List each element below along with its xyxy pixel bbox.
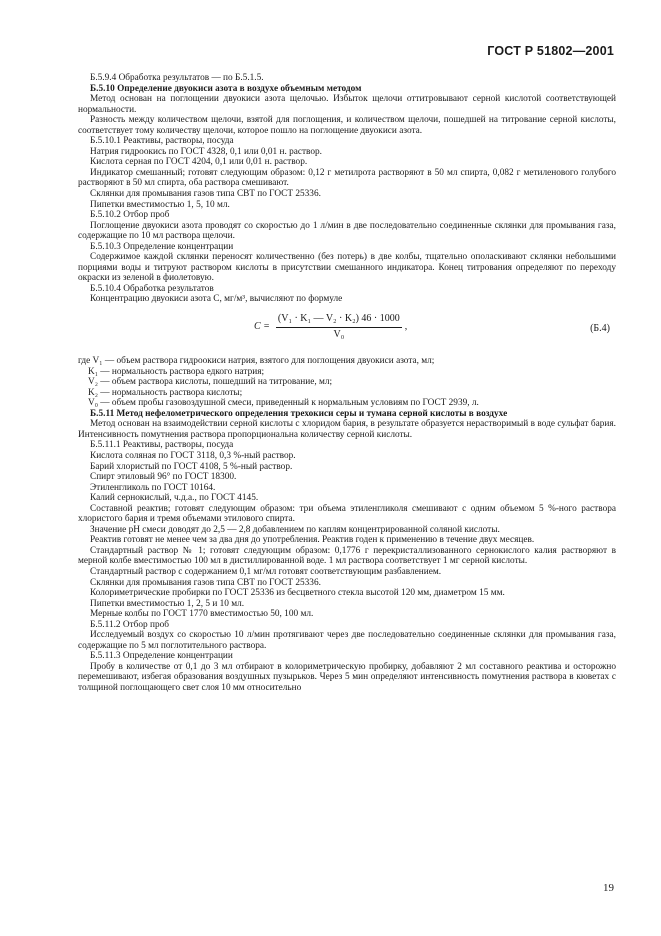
paragraph: Метод основан на взаимодействии серной кислоты с хлоридом бария, в результате образуется нерастворимый в воде сульфат бария. Интенсивность помутнения раствора пропорциональна количеству серной кислоты. [78, 419, 616, 440]
paragraph: Исследуемый воздух со скоростью 10 л/мин протягивают через две последовательно соединенные склянки для промывания газа, содержащие по 5 мл поглотительного раствора. [78, 630, 616, 651]
paragraph: Пипетки вместимостью 1, 5, 10 мл. [90, 199, 230, 210]
subsection-heading: Б.5.10.1 Реактивы, растворы, посуда [90, 136, 234, 147]
definition-item: V₁ — объем раствора гидроокиси натрия, взятого для поглощения двуокиси азота, мл; [92, 356, 435, 367]
formula-comma: , [404, 320, 408, 332]
paragraph: Значение pH смеси доводят до 2,5 — 2,8 добавлением по каплям концентрированной соляной кислоты. [90, 524, 500, 535]
paragraph: Калий сернокислый, ч.д.а., по ГОСТ 4145. [90, 493, 259, 504]
paragraph: Метод основан на поглощении двуокиси азота щелочью. Избыток щелочи оттитровывают серной кислотой соответствующей нормальности. [78, 94, 616, 115]
paragraph: Составной реактив; готовят следующим образом: три объема этиленгликоля смешивают с одним объемом 5 %-ного раствора хлористого бария и тремя объемами этилового спирта. [78, 503, 616, 525]
subsection-heading: Б.5.11.2 Отбор проб [90, 619, 170, 630]
subsection-heading: Б.5.10.3 Определение концентрации [90, 241, 234, 252]
paragraph: Мерные колбы по ГОСТ 1770 вместимостью 50, 100 мл. [90, 609, 314, 620]
paragraph: Барий хлористый по ГОСТ 4108, 5 %-ный раствор. [90, 461, 293, 472]
section-heading: Б.5.10 Определение двуокиси азота в воздухе объемным методом [90, 83, 362, 94]
paragraph: Реактив готовят не менее чем за два дня до употребления. Реактив годен к применению в течение двух месяцев. [90, 535, 535, 546]
definition-item: K₂ — нормальность раствора кислоты; [88, 387, 243, 398]
paragraph: Кислота серная по ГОСТ 4204, 0,1 или 0,01 н. раствор. [90, 157, 308, 168]
paragraph: Б.5.9.4 Обработка результатов — по Б.5.1.5. [90, 73, 264, 83]
definition-intro [78, 356, 616, 367]
subsection-heading: Б.5.10.2 Отбор проб [90, 210, 170, 221]
definition-item: V₂ — объем раствора кислоты, пошедший на титрование, мл; [88, 377, 333, 388]
formula-denominator: V₀ [333, 328, 345, 340]
formula-numerator: (V₁ · K₁ — V₂ · K₂) 46 · 1000 [276, 314, 402, 328]
standard-header: ГОСТ Р 51802—2001 [487, 44, 614, 58]
paragraph: Натрия гидроокись по ГОСТ 4328, 0,1 или 0,01 н. раствор. [90, 146, 322, 157]
paragraph: Стандартный раствор № 1; готовят следующим образом: 0,1776 г перекристаллизованного сернокислого калия растворяют в мерной колбе вместимостью 100 мл в дистиллированной воде. 1 мл раствора соответствует 1 мг серной кислоты. [78, 545, 616, 567]
formula-lhs: C = [254, 320, 270, 332]
formula-b4 [78, 312, 616, 350]
subsection-heading: Б.5.11.3 Определение концентрации [90, 651, 233, 662]
paragraph: Поглощение двуокиси азота проводят со скоростью до 1 л/мин в две последовательно соединенные склянки для промывания газа, содержащие по 10 мл раствора щелочи. [78, 220, 616, 242]
paragraph: Склянки для промывания газов типа СВТ по ГОСТ 25336. [90, 577, 321, 588]
paragraph: Индикатор смешанный; готовят следующим образом: 0,12 г метилрота растворяют в 50 мл спирта, 0,082 г метиленового голубого растворяют в 50 мл спирта, оба раствора смешивают. [78, 167, 616, 189]
formula-number: (Б.4) [590, 323, 610, 335]
where-word: где [78, 356, 91, 367]
formula-fraction [276, 314, 402, 340]
subsection-heading: Б.5.10.4 Обработка результатов [90, 283, 214, 294]
page-number: 19 [603, 882, 614, 894]
paragraph: Пипетки вместимостью 1, 2, 5 и 10 мл. [90, 598, 245, 609]
paragraph: Содержимое каждой склянки переносят количественно (без потерь) в две колбы, тщательно ополаскивают склянки небольшими порциями воды и титруют раствором кислоты в присутствии смешанного индикатора. Конец титрования определяют по переходу окраски из зеленой в фиолетовую. [78, 252, 616, 284]
definition-list [78, 367, 616, 409]
paragraph: Этиленгликоль по ГОСТ 10164. [90, 482, 216, 493]
paragraph: Склянки для промывания газов типа СВТ по ГОСТ 25336. [90, 189, 321, 200]
paragraph: Спирт этиловый 96° по ГОСТ 18300. [90, 472, 237, 483]
paragraph: Колориметрические пробирки по ГОСТ 25336 из бесцветного стекла высотой 120 мм, диаметром 15 мм. [90, 588, 505, 599]
paragraph: Пробу в количестве от 0,1 до 3 мл отбирают в колориметрическую пробирку, добавляют 2 мл составного реактива и осторожно перемешивают, избегая образования воздушных пузырьков. Через 5 мин определяют интенсивность помутнения раствора в кюветах с толщиной поглощающего свет слоя 10 мм относительно [78, 661, 616, 693]
subsection-heading: Б.5.11.1 Реактивы, растворы, посуда [90, 440, 234, 451]
definition-item: K₁ — нормальность раствора едкого натрия; [88, 366, 265, 377]
section-heading: Б.5.11 Метод нефелометрического определения трехокиси серы и тумана серной кислоты в воздухе [90, 408, 508, 419]
paragraph: Концентрацию двуокиси азота С, мг/м³, вычисляют по формуле [90, 294, 343, 305]
definition-item: V₀ — объем пробы газовоздушной смеси, приведенный к нормальным условиям по ГОСТ 2939, л. [88, 398, 479, 409]
paragraph: Разность между количеством щелочи, взятой для поглощения, и количеством щелочи, пошедшей на титрование серной кислоты, соответствует тому количеству щелочи, которое пошло на поглощение двуокиси азота. [78, 115, 616, 136]
page-body [78, 73, 616, 694]
paragraph: Кислота соляная по ГОСТ 3118, 0,3 %-ный раствор. [90, 450, 296, 461]
paragraph: Стандартный раствор с содержанием 0,1 мг/мл готовят соответствующим разбавлением. [90, 566, 442, 577]
